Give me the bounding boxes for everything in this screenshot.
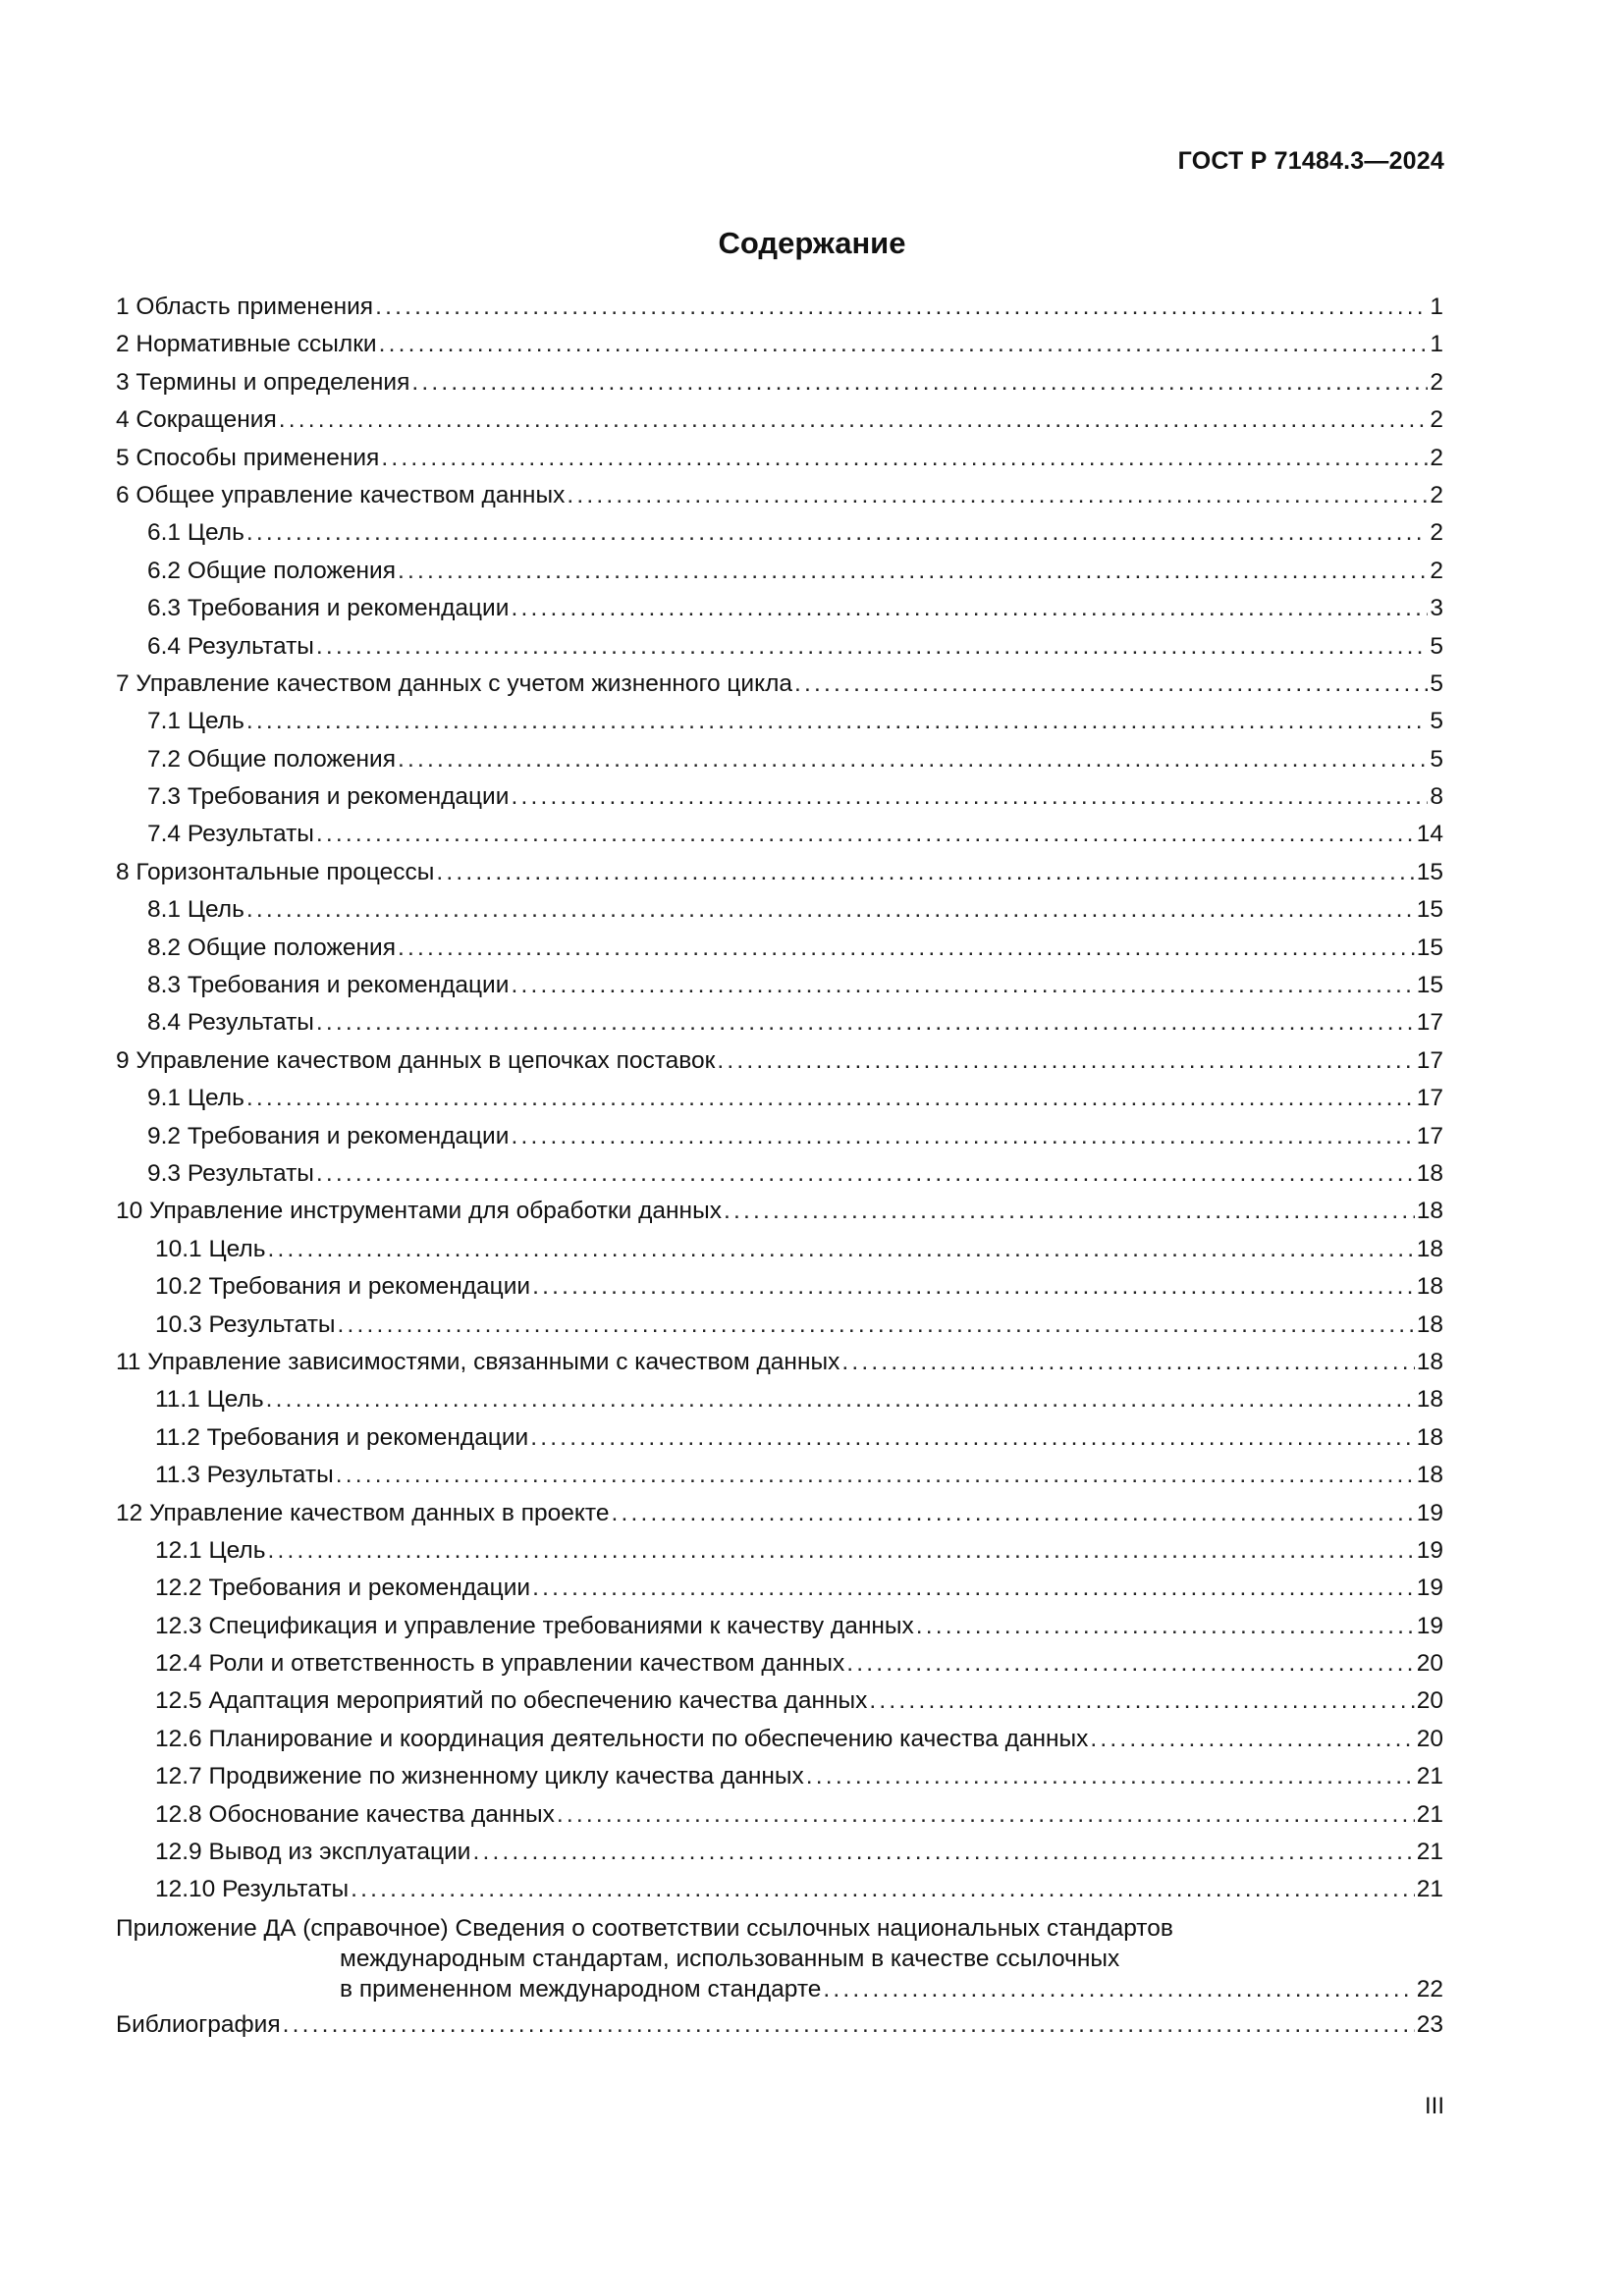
toc-entry-page: 20 [1416, 1725, 1443, 1752]
toc-leader-dots [846, 1645, 1415, 1682]
toc-entry-page: 17 [1416, 1122, 1443, 1149]
toc-entry-label: 12.10 Результаты [155, 1876, 350, 1903]
toc-entry-label: 12.3 Спецификация и управление требованиями к качеству данных [155, 1612, 914, 1639]
toc-leader-dots [511, 1118, 1414, 1155]
toc-entry-page: 15 [1416, 972, 1443, 999]
table-of-contents [116, 289, 1443, 2044]
toc-entry[interactable] [116, 590, 1443, 627]
toc-leader-dots [611, 1495, 1414, 1532]
toc-leader-dots [316, 1004, 1415, 1041]
toc-entry-bibliography[interactable] [116, 2006, 1443, 2044]
toc-entry[interactable] [116, 1608, 1443, 1645]
toc-leader-dots [266, 1381, 1415, 1418]
toc-entry-page: 18 [1416, 1462, 1443, 1489]
toc-appendix-entry[interactable] [116, 1913, 1443, 2004]
toc-entry-label: 12.2 Требования и рекомендации [155, 1575, 531, 1602]
toc-entry-page: 18 [1416, 1235, 1443, 1262]
toc-entry-page: 2 [1430, 406, 1443, 434]
toc-entry-page: 21 [1416, 1800, 1443, 1828]
toc-leader-dots [375, 289, 1428, 326]
toc-leader-dots [351, 1871, 1415, 1908]
toc-leader-dots [381, 440, 1428, 477]
toc-entry[interactable] [116, 666, 1443, 703]
toc-leader-dots [398, 741, 1428, 778]
appendix-line-2: международным стандартам, использованным в качестве ссылочных [340, 1945, 1120, 1972]
toc-entry[interactable] [116, 1193, 1443, 1230]
toc-leader-dots [823, 1974, 1414, 2004]
toc-entry[interactable] [116, 477, 1443, 514]
toc-leader-dots [246, 1080, 1415, 1117]
toc-entry-page: 18 [1416, 1310, 1443, 1338]
toc-entry-label: 6.2 Общие положения [147, 557, 397, 584]
page-number: III [1424, 2093, 1444, 2119]
appendix-page: 22 [1416, 1975, 1443, 2002]
toc-entry-label: 9.3 Результаты [147, 1159, 314, 1187]
toc-entry-label: 11.3 Результаты [155, 1462, 334, 1489]
toc-entry[interactable] [116, 1532, 1443, 1570]
toc-entry-page: 1 [1430, 294, 1443, 320]
toc-entry[interactable] [116, 816, 1443, 853]
toc-entry-page: 21 [1416, 1763, 1443, 1790]
toc-entry[interactable] [116, 1155, 1443, 1193]
toc-leader-dots [532, 1268, 1415, 1306]
toc-entry-page: 18 [1416, 1423, 1443, 1451]
toc-leader-dots [398, 553, 1428, 590]
toc-entry[interactable] [116, 326, 1443, 363]
toc-entry[interactable] [116, 1570, 1443, 1607]
toc-entry-label: 9 Управление качеством данных в цепочках поставок [116, 1046, 716, 1074]
toc-leader-dots [268, 1532, 1415, 1570]
toc-entry[interactable] [116, 1080, 1443, 1117]
toc-entry-label: 10.3 Результаты [155, 1310, 336, 1338]
toc-entry[interactable] [116, 1231, 1443, 1268]
toc-leader-dots [472, 1834, 1414, 1871]
toc-leader-dots [794, 666, 1428, 703]
toc-entry-label: 12.4 Роли и ответственность в управлении качеством данных [155, 1650, 845, 1678]
toc-leader-dots [511, 967, 1414, 1004]
toc-entry-label: 10.2 Требования и рекомендации [155, 1273, 531, 1301]
toc-entry[interactable] [116, 1871, 1443, 1908]
toc-entry-page: 23 [1416, 2010, 1443, 2038]
toc-entry-page: 5 [1430, 745, 1443, 773]
toc-entry-label: 8.3 Требования и рекомендации [147, 972, 510, 999]
toc-entry[interactable] [116, 1645, 1443, 1682]
toc-entry-page: 17 [1416, 1085, 1443, 1112]
toc-entry[interactable] [116, 1419, 1443, 1457]
toc-leader-dots [246, 891, 1415, 929]
toc-entry[interactable] [116, 703, 1443, 740]
toc-entry-page: 1 [1430, 331, 1443, 358]
toc-entry-page: 19 [1416, 1575, 1443, 1602]
toc-leader-dots [316, 1155, 1415, 1193]
toc-entry[interactable] [116, 1381, 1443, 1418]
toc-leader-dots [530, 1419, 1414, 1457]
toc-entry-label: 7.2 Общие положения [147, 745, 397, 773]
toc-leader-dots [717, 1042, 1414, 1080]
toc-entry[interactable] [116, 401, 1443, 439]
toc-entry[interactable] [116, 891, 1443, 929]
toc-entry-page: 18 [1416, 1273, 1443, 1301]
toc-entry[interactable] [116, 741, 1443, 778]
toc-entry-label: 12.6 Планирование и координация деятельности по обеспечению качества данных [155, 1725, 1089, 1752]
toc-leader-dots [511, 778, 1428, 816]
toc-entry-label: 8 Горизонтальные процессы [116, 858, 435, 885]
toc-entry-page: 2 [1430, 557, 1443, 584]
appendix-line-1: Приложение ДА (справочное) Сведения о соответствии ссылочных национальных стандартов [116, 1914, 1173, 1942]
toc-leader-dots [436, 854, 1414, 891]
toc-entry-page: 15 [1416, 858, 1443, 885]
toc-entry-label: 1 Область применения [116, 294, 374, 320]
toc-entry-label: 10.1 Цель [155, 1235, 266, 1262]
toc-entry[interactable] [116, 1307, 1443, 1344]
toc-entry-label: 7.4 Результаты [147, 821, 314, 848]
toc-entry-page: 2 [1430, 481, 1443, 508]
toc-entry-label: 8.4 Результаты [147, 1009, 314, 1037]
toc-entry-label: 12 Управление качеством данных в проекте [116, 1499, 610, 1526]
toc-leader-dots [567, 477, 1428, 514]
toc-title: Содержание [718, 226, 906, 260]
toc-entry[interactable] [116, 628, 1443, 666]
toc-entry[interactable] [116, 553, 1443, 590]
toc-entry[interactable] [116, 1042, 1443, 1080]
toc-entry-label: 6.1 Цель [147, 519, 244, 547]
toc-entry[interactable] [116, 1682, 1443, 1720]
toc-entry-page: 8 [1430, 783, 1443, 811]
toc-entry-page: 15 [1416, 934, 1443, 961]
toc-entry-page: 17 [1416, 1009, 1443, 1037]
toc-leader-dots [336, 1457, 1415, 1494]
toc-entry[interactable] [116, 514, 1443, 552]
toc-entry-label: 6.3 Требования и рекомендации [147, 595, 510, 622]
toc-leader-dots [279, 401, 1429, 439]
toc-entry-page: 18 [1416, 1159, 1443, 1187]
toc-entry[interactable] [116, 1004, 1443, 1041]
toc-entry-label: 4 Сокращения [116, 406, 277, 434]
toc-entry-page: 15 [1416, 896, 1443, 924]
toc-entry-label: 7 Управление качеством данных с учетом жизненного цикла [116, 669, 793, 697]
toc-entry[interactable] [116, 1796, 1443, 1834]
appendix-line-3-label: в примененном международном стандарте [340, 1975, 822, 2002]
toc-entry[interactable] [116, 1495, 1443, 1532]
toc-entry[interactable] [116, 854, 1443, 891]
toc-leader-dots [246, 514, 1428, 552]
toc-entry-label: 10 Управление инструментами для обработки данных [116, 1198, 722, 1225]
toc-leader-dots [511, 590, 1428, 627]
toc-leader-dots [532, 1570, 1415, 1607]
toc-entry-label: 12.8 Обоснование качества данных [155, 1800, 555, 1828]
toc-entry-page: 18 [1416, 1348, 1443, 1375]
toc-entry-label: 9.1 Цель [147, 1085, 244, 1112]
toc-entry-page: 2 [1430, 368, 1443, 396]
toc-entry-label: 12.5 Адаптация мероприятий по обеспечению качества данных [155, 1687, 868, 1715]
document-code: ГОСТ Р 71484.3—2024 [1177, 147, 1444, 175]
toc-entry-label: 12.9 Вывод из эксплуатации [155, 1839, 471, 1866]
toc-entry[interactable] [116, 1834, 1443, 1871]
toc-entry-label: 8.2 Общие положения [147, 934, 397, 961]
toc-entry-page: 5 [1430, 708, 1443, 735]
toc-entry-page: 5 [1430, 669, 1443, 697]
toc-entry[interactable] [116, 1758, 1443, 1795]
toc-leader-dots [268, 1231, 1415, 1268]
toc-entry-page: 19 [1416, 1499, 1443, 1526]
toc-entry-label: 6.4 Результаты [147, 632, 314, 660]
toc-leader-dots [869, 1682, 1414, 1720]
toc-leader-dots [316, 628, 1428, 666]
toc-entry-page: 2 [1430, 444, 1443, 471]
toc-entry[interactable] [116, 364, 1443, 401]
toc-entry-page: 5 [1430, 632, 1443, 660]
toc-leader-dots [724, 1193, 1415, 1230]
toc-entry-label: 11.1 Цель [155, 1386, 264, 1414]
toc-entry-label: 11 Управление зависимостями, связанными с качеством данных [116, 1348, 840, 1375]
toc-entry-label: 3 Термины и определения [116, 368, 410, 396]
toc-leader-dots [806, 1758, 1415, 1795]
toc-entry-page: 17 [1416, 1046, 1443, 1074]
toc-entry-page: 19 [1416, 1536, 1443, 1564]
toc-entry-label: 6 Общее управление качеством данных [116, 481, 566, 508]
toc-entry-page: 21 [1416, 1839, 1443, 1866]
toc-entry[interactable] [116, 967, 1443, 1004]
toc-entry[interactable] [116, 289, 1443, 326]
toc-entry[interactable] [116, 1457, 1443, 1494]
toc-entry-label: 12.1 Цель [155, 1536, 266, 1564]
toc-leader-dots [557, 1796, 1415, 1834]
toc-entry-page: 18 [1416, 1198, 1443, 1225]
toc-entry-page: 14 [1416, 821, 1443, 848]
toc-leader-dots [283, 2006, 1415, 2044]
toc-entry[interactable] [116, 778, 1443, 816]
appendix-line-3 [116, 1974, 1443, 2004]
toc-entry-label: 8.1 Цель [147, 896, 244, 924]
toc-rows [116, 289, 1443, 1909]
toc-entry[interactable] [116, 1344, 1443, 1381]
toc-entry[interactable] [116, 930, 1443, 967]
toc-entry-label: 2 Нормативные ссылки [116, 331, 377, 358]
toc-leader-dots [316, 816, 1415, 853]
toc-entry-label: 5 Способы применения [116, 444, 380, 471]
toc-leader-dots [916, 1608, 1415, 1645]
toc-leader-dots [379, 326, 1429, 363]
toc-leader-dots [1090, 1721, 1414, 1758]
toc-entry[interactable] [116, 440, 1443, 477]
toc-entry-label: 12.7 Продвижение по жизненному циклу качества данных [155, 1763, 804, 1790]
toc-entry[interactable] [116, 1721, 1443, 1758]
toc-leader-dots [411, 364, 1428, 401]
toc-entry-page: 2 [1430, 519, 1443, 547]
toc-entry-page: 18 [1416, 1386, 1443, 1414]
toc-entry-page: 3 [1430, 595, 1443, 622]
toc-entry-label: 7.3 Требования и рекомендации [147, 783, 510, 811]
toc-leader-dots [398, 930, 1415, 967]
toc-entry-page: 20 [1416, 1650, 1443, 1678]
toc-entry-page: 19 [1416, 1612, 1443, 1639]
toc-entry-label: 9.2 Требования и рекомендации [147, 1122, 510, 1149]
toc-leader-dots [841, 1344, 1414, 1381]
toc-entry-label: 7.1 Цель [147, 708, 244, 735]
toc-entry-label: Библиография [116, 2010, 281, 2038]
toc-entry-label: 11.2 Требования и рекомендации [155, 1423, 529, 1451]
toc-entry[interactable] [116, 1118, 1443, 1155]
toc-entry-page: 20 [1416, 1687, 1443, 1715]
toc-entry-page: 21 [1416, 1876, 1443, 1903]
toc-entry[interactable] [116, 1268, 1443, 1306]
toc-leader-dots [246, 703, 1428, 740]
toc-leader-dots [338, 1307, 1415, 1344]
